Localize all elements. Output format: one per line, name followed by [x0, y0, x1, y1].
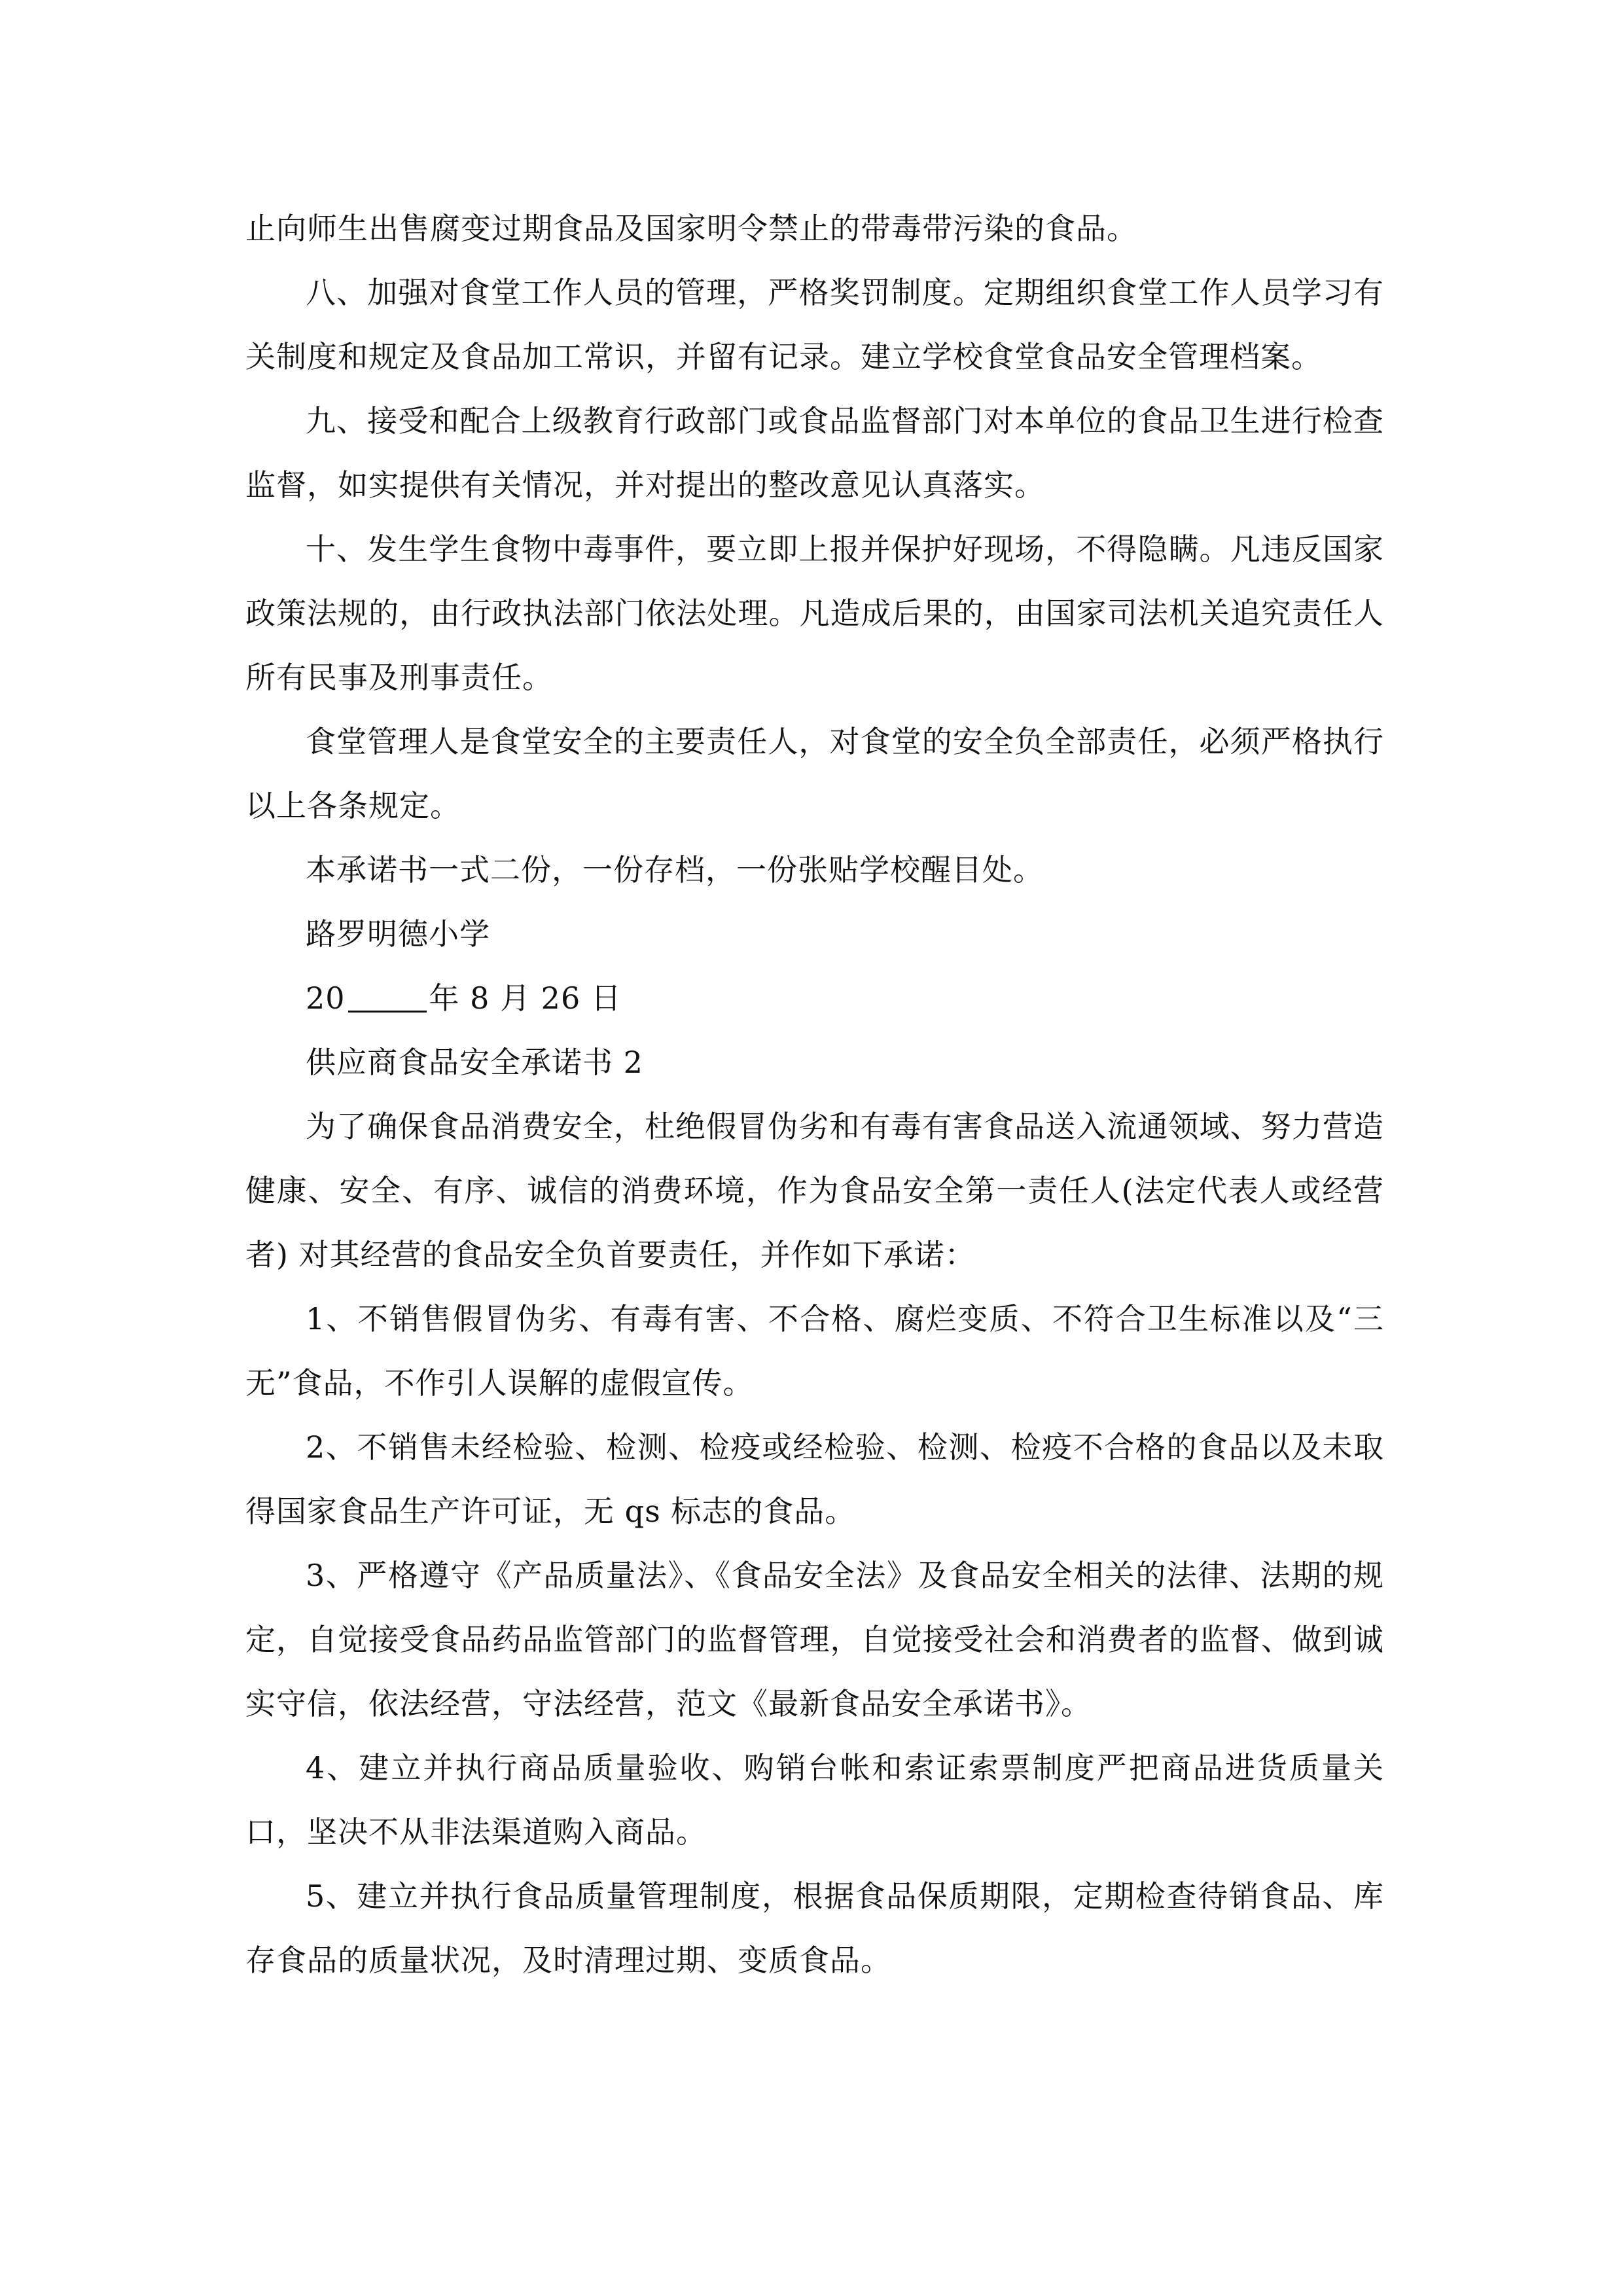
paragraph-intro: 为了确保食品消费安全，杜绝假冒伪劣和有毒有害食品送入流通领域、努力营造健康、安全、有序、诚信的消费环境，作为食品安全第一责任人(法定代表人或经营者) 对其经营的食品安全负首要责任，并作如下承诺： [245, 1109, 1384, 1272]
paragraph-item-9: 九、接受和配合上级教育行政部门或食品监督部门对本单位的食品卫生进行检查监督，如实提供有关情况，并对提出的整改意见认真落实。 [245, 403, 1384, 503]
paragraph-item-10: 十、发生学生食物中毒事件，要立即上报并保护好现场，不得隐瞒。凡违反国家政策法规的，由行政执法部门依法处理。凡造成后果的，由国家司法机关追究责任人所有民事及刑事责任。 [245, 531, 1384, 695]
paragraph-promise-1: 1、不销售假冒伪劣、有毒有害、不合格、腐烂变质、不符合卫生标准以及“三无”食品，不作引人误解的虚假宣传。 [245, 1301, 1384, 1401]
paragraph-item-8: 八、加强对食堂工作人员的管理，严格奖罚制度。定期组织食堂工作人员学习有关制度和规定及食品加工常识，并留有记录。建立学校食堂食品安全管理档案。 [245, 275, 1384, 374]
paragraph-copies: 本承诺书一式二份，一份存档，一份张贴学校醒目处。 [306, 852, 1044, 888]
signature-school: 路罗明德小学 [306, 916, 490, 952]
date-year-blank [348, 980, 427, 1013]
document-body [245, 196, 1384, 1992]
signature-date [245, 966, 1384, 1030]
paragraph-promise-3: 3、严格遵守《产品质量法》、《食品安全法》及食品安全相关的法律、法期的规定，自觉接受食品药品监管部门的监督管理，自觉接受社会和消费者的监督、做到诚实守信，依法经营，守法经营，范文《最新食品安全承诺书》。 [245, 1558, 1384, 1721]
date-suffix: 年 8 月 26 日 [429, 980, 622, 1016]
date-prefix: 20 [306, 980, 346, 1016]
paragraph-continued: 止向师生出售腐变过期食品及国家明令禁止的带毒带污染的食品。 [245, 211, 1137, 246]
paragraph-promise-2: 2、不销售未经检验、检测、检疫或经检验、检测、检疫不合格的食品以及未取得国家食品生产许可证，无 qs 标志的食品。 [245, 1429, 1384, 1529]
paragraph-responsibility: 食堂管理人是食堂安全的主要责任人，对食堂的安全负全部责任，必须严格执行以上各条规定。 [245, 724, 1384, 823]
paragraph-promise-4: 4、建立并执行商品质量验收、购销台帐和索证索票制度严把商品进货质量关口，坚决不从非法渠道购入商品。 [245, 1750, 1384, 1850]
section-title: 供应商食品安全承诺书 2 [306, 1045, 643, 1080]
paragraph-promise-5: 5、建立并执行食品质量管理制度，根据食品保质期限，定期检查待销食品、库存食品的质量状况，及时清理过期、变质食品。 [245, 1878, 1384, 1978]
